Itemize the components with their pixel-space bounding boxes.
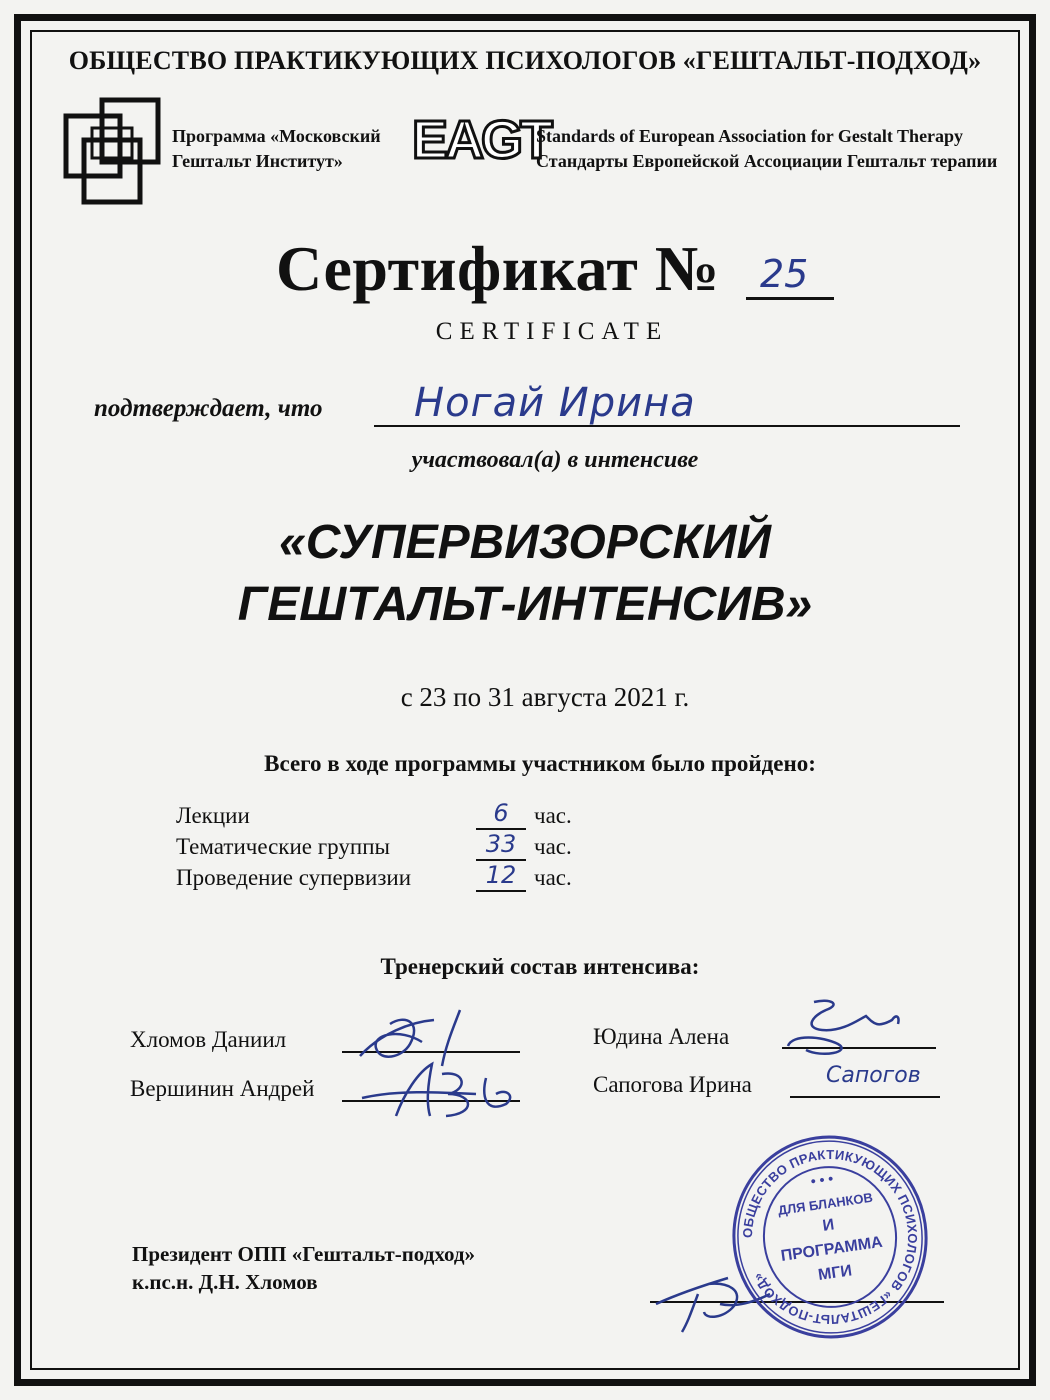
stamp-line-2: И: [821, 1216, 836, 1235]
hours-label: Лекции: [176, 803, 250, 828]
standards-block: [536, 124, 997, 174]
certificate-number: 25: [760, 252, 809, 296]
hours-value: 12: [485, 861, 517, 889]
president-title: Президент ОПП «Гештальт-подход»: [132, 1242, 476, 1266]
hours-label: Проведение супервизии: [176, 865, 412, 890]
stamp-line-4: МГИ: [817, 1262, 854, 1284]
hours-row-groups: [176, 830, 596, 865]
program-line-1: Программа «Московский: [172, 126, 381, 146]
mgi-logo-icon: [62, 96, 162, 206]
signature-yudina: [782, 994, 932, 1064]
certificate-subtitle: CERTIFICATE: [435, 318, 669, 345]
eagt-logo: [410, 110, 551, 170]
dates: с 23 по 31 августа 2021 г.: [400, 682, 690, 712]
trainer-name: Сапогова Ирина: [593, 1072, 752, 1097]
stamp-line-3: ПРОГРАММА: [779, 1233, 884, 1265]
hours-value: 33: [485, 830, 517, 858]
certificate-title: Сертификат №: [276, 233, 720, 304]
certificate-number-line: [746, 297, 834, 300]
program-name: [172, 124, 381, 174]
president-name: к.пс.н. Д.Н. Хломов: [132, 1270, 318, 1294]
trainer-name: Вершинин Андрей: [130, 1076, 315, 1101]
participated-label: участвовал(а) в интенсиве: [411, 447, 699, 473]
hours-list: [176, 799, 596, 896]
standards-english: Standards of European Association for Gestalt Therapy: [536, 126, 964, 146]
trainers-heading: Тренерский состав интенсива:: [380, 954, 700, 979]
intensive-title: [0, 512, 1050, 636]
participant-name: Ногай Ирина: [414, 380, 696, 426]
trainer-name: Хломов Даниил: [130, 1027, 287, 1052]
hours-unit: час.: [534, 834, 572, 859]
hours-row-supervision: [176, 861, 596, 896]
hours-unit: час.: [534, 803, 572, 828]
stamp-line-1: ДЛЯ БЛАНКОВ: [776, 1189, 874, 1218]
hours-line: [476, 890, 526, 892]
hours-unit: час.: [534, 865, 572, 890]
eagt-logo-text: EAGT: [412, 110, 551, 170]
organization-stamp: [730, 1132, 930, 1342]
stamp-ring-text: ОБЩЕСТВО ПРАКТИКУЮЩИХ ПСИХОЛОГОВ «ГЕШТАЛЬТ-ПОДХОД»: [739, 1146, 921, 1328]
organization-title: ОБЩЕСТВО ПРАКТИКУЮЩИХ ПСИХОЛОГОВ «ГЕШТАЛЬТ-ПОДХОД»: [68, 46, 982, 75]
confirms-label: подтверждает, что: [94, 395, 323, 422]
signature-vershinin: [356, 1054, 526, 1124]
hours-value: 6: [493, 799, 509, 827]
stamp-dots: • • •: [809, 1170, 835, 1190]
hours-heading: Всего в ходе программы участником было пройдено:: [264, 751, 816, 776]
standards-russian: Стандарты Европейской Ассоциации Гештальт терапии: [536, 151, 998, 171]
president-block: [132, 1240, 475, 1296]
intensive-title-line-2: ГЕШТАЛЬТ-ИНТЕНСИВ»: [237, 578, 813, 631]
signature-line: [790, 1096, 940, 1098]
hours-label: Тематические группы: [176, 834, 390, 859]
intensive-title-line-1: «СУПЕРВИЗОРСКИЙ: [279, 516, 771, 569]
hours-row-lectures: [176, 799, 596, 834]
signature-sapogova: Сапогов: [826, 1063, 921, 1088]
program-line-2: Гештальт Институт»: [172, 151, 343, 171]
trainer-name: Юдина Алена: [593, 1024, 730, 1049]
